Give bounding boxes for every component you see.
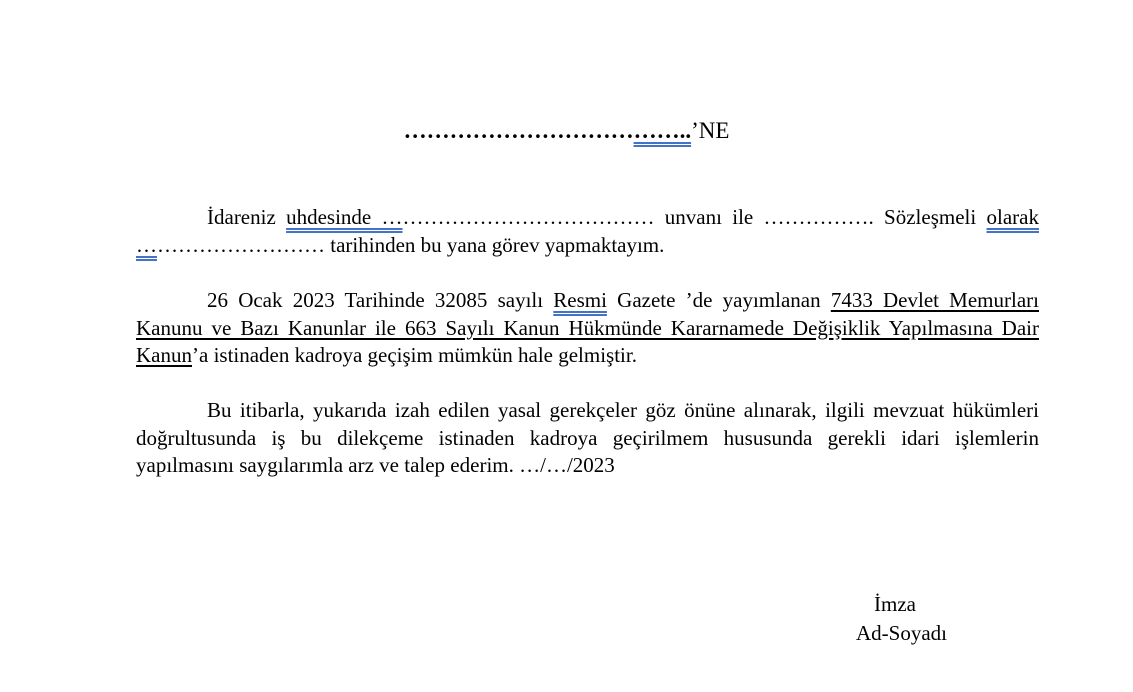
paragraph3-text: Bu itibarla, yukarıda izah edilen yasal gerekçeler göz önüne alınarak, ilgili mevzuat hükümleri doğrultusunda iş bu dilekçeme istinaden kadroya geçirilmem hususunda gerekli idari işlemlerin yapılmasını saygılarımla arz ve talep ederim. …/…/2023 (136, 398, 1039, 477)
addressee-heading (0, 118, 1133, 144)
paragraph1-text-1: İdareniz (207, 205, 287, 229)
addressee-dots: ………………………… (403, 118, 634, 143)
paragraph1-text-3: …………………… tarihinden bu yana görev yapmaktayım. (157, 232, 665, 257)
paragraph-request (136, 397, 1039, 480)
spellcheck-flagged-olarak: olarak … (136, 205, 1039, 257)
paragraph-legal-basis (136, 287, 1039, 370)
paragraph1-text-2: ……………………………… unvanı ile ……………. Sözleşmeli (402, 205, 987, 229)
paragraph2-text-1: 26 Ocak 2023 Tarihinde 32085 sayılı (207, 288, 554, 312)
spellcheck-flagged-uhdesinde: uhdesinde … (286, 205, 403, 229)
signature-block (856, 590, 947, 648)
underlined-resmi: Resmi (553, 288, 607, 312)
addressee-dots-flagged: …….. (633, 118, 692, 143)
paragraph2-text-2: Gazete ’de yayımlanan (606, 288, 831, 312)
paragraph2-text-3: ’a istinaden kadroya geçişim mümkün hale gelmiştir. (192, 343, 637, 367)
paragraph-employment (136, 204, 1039, 259)
addressee-suffix: ’NE (691, 118, 730, 143)
signature-label: İmza (874, 592, 916, 616)
name-surname-label: Ad-Soyadı (856, 621, 947, 645)
underlined-law-title: 7433 Devlet Memurları Kanunu ve Bazı Kanunlar ile 663 Sayılı Kanun Hükmünde Kararnamede Değişiklik Yapılmasına Dair Kanun (136, 288, 1039, 367)
